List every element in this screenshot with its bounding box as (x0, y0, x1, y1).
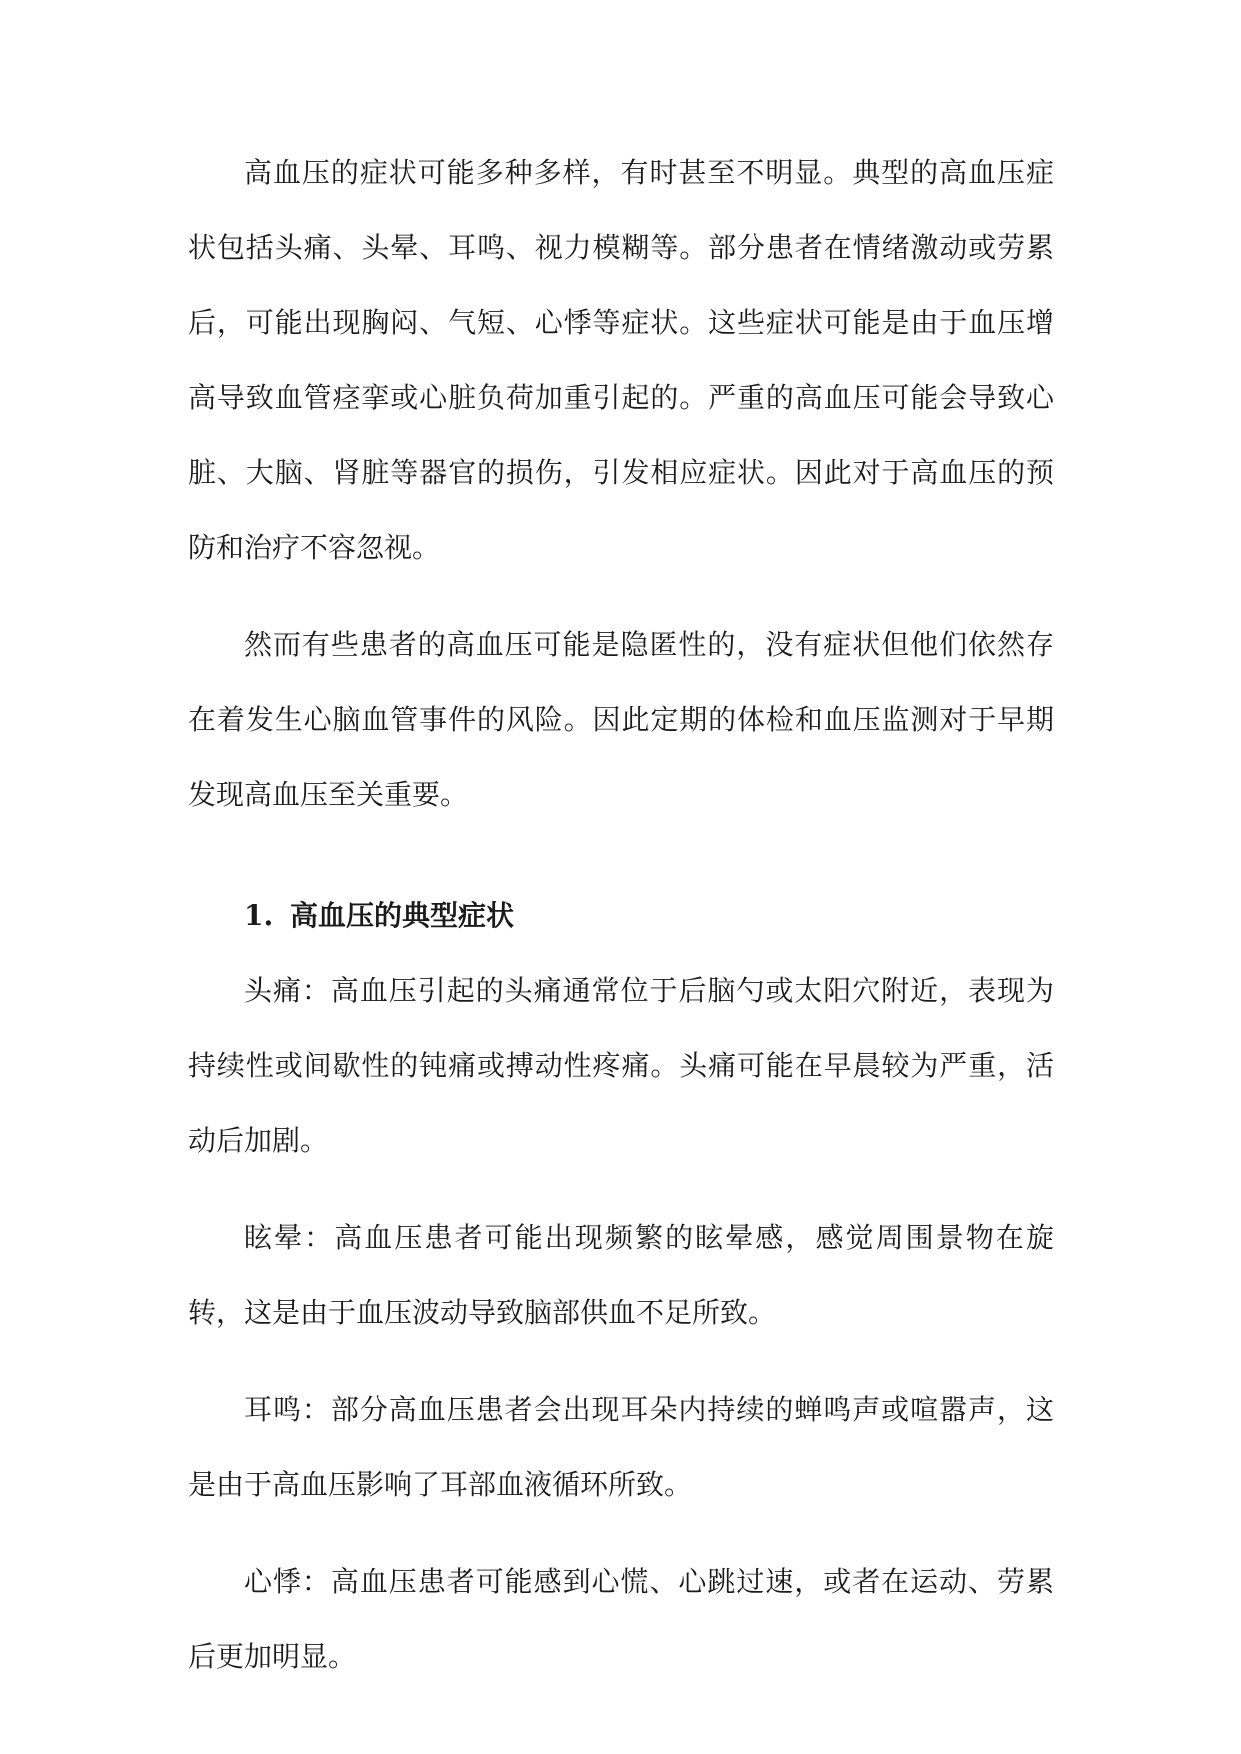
intro-paragraph-2: 然而有些患者的高血压可能是隐匿性的，没有症状但他们依然存在着发生心脑血管事件的风险。因此定期的体检和血压监测对于早期发现高血压至关重要。 (188, 628, 1054, 811)
section-heading (244, 878, 1054, 953)
section-number: 1. (244, 899, 274, 932)
symptom-palpitation: 心悸：高血压患者可能感到心慌、心跳过速，或者在运动、劳累后更加明显。 (188, 1565, 1054, 1673)
symptom-vertigo: 眩晕：高血压患者可能出现频繁的眩晕感，感觉周围景物在旋转，这是由于血压波动导致脑部供血不足所致。 (188, 1221, 1054, 1329)
symptom-headache: 头痛：高血压引起的头痛通常位于后脑勺或太阳穴附近，表现为持续性或间歇性的钝痛或搏动性疼痛。头痛可能在早晨较为严重，活动后加剧。 (188, 974, 1054, 1157)
section-title: 高血压的典型症状 (290, 899, 515, 932)
intro-paragraph-1: 高血压的症状可能多种多样，有时甚至不明显。典型的高血压症状包括头痛、头晕、耳鸣、视力模糊等。部分患者在情绪激动或劳累后，可能出现胸闷、气短、心悸等症状。这些症状可能是由于血压增高导致血管痉挛或心脏负荷加重引起的。严重的高血压可能会导致心脏、大脑、肾脏等器官的损伤，引发相应症状。因此对于高血压的预防和治疗不容忽视。 (188, 156, 1054, 564)
document-body (188, 135, 1054, 1716)
symptom-tinnitus: 耳鸣：部分高血压患者会出现耳朵内持续的蝉鸣声或喧嚣声，这是由于高血压影响了耳部血液循环所致。 (188, 1393, 1054, 1501)
